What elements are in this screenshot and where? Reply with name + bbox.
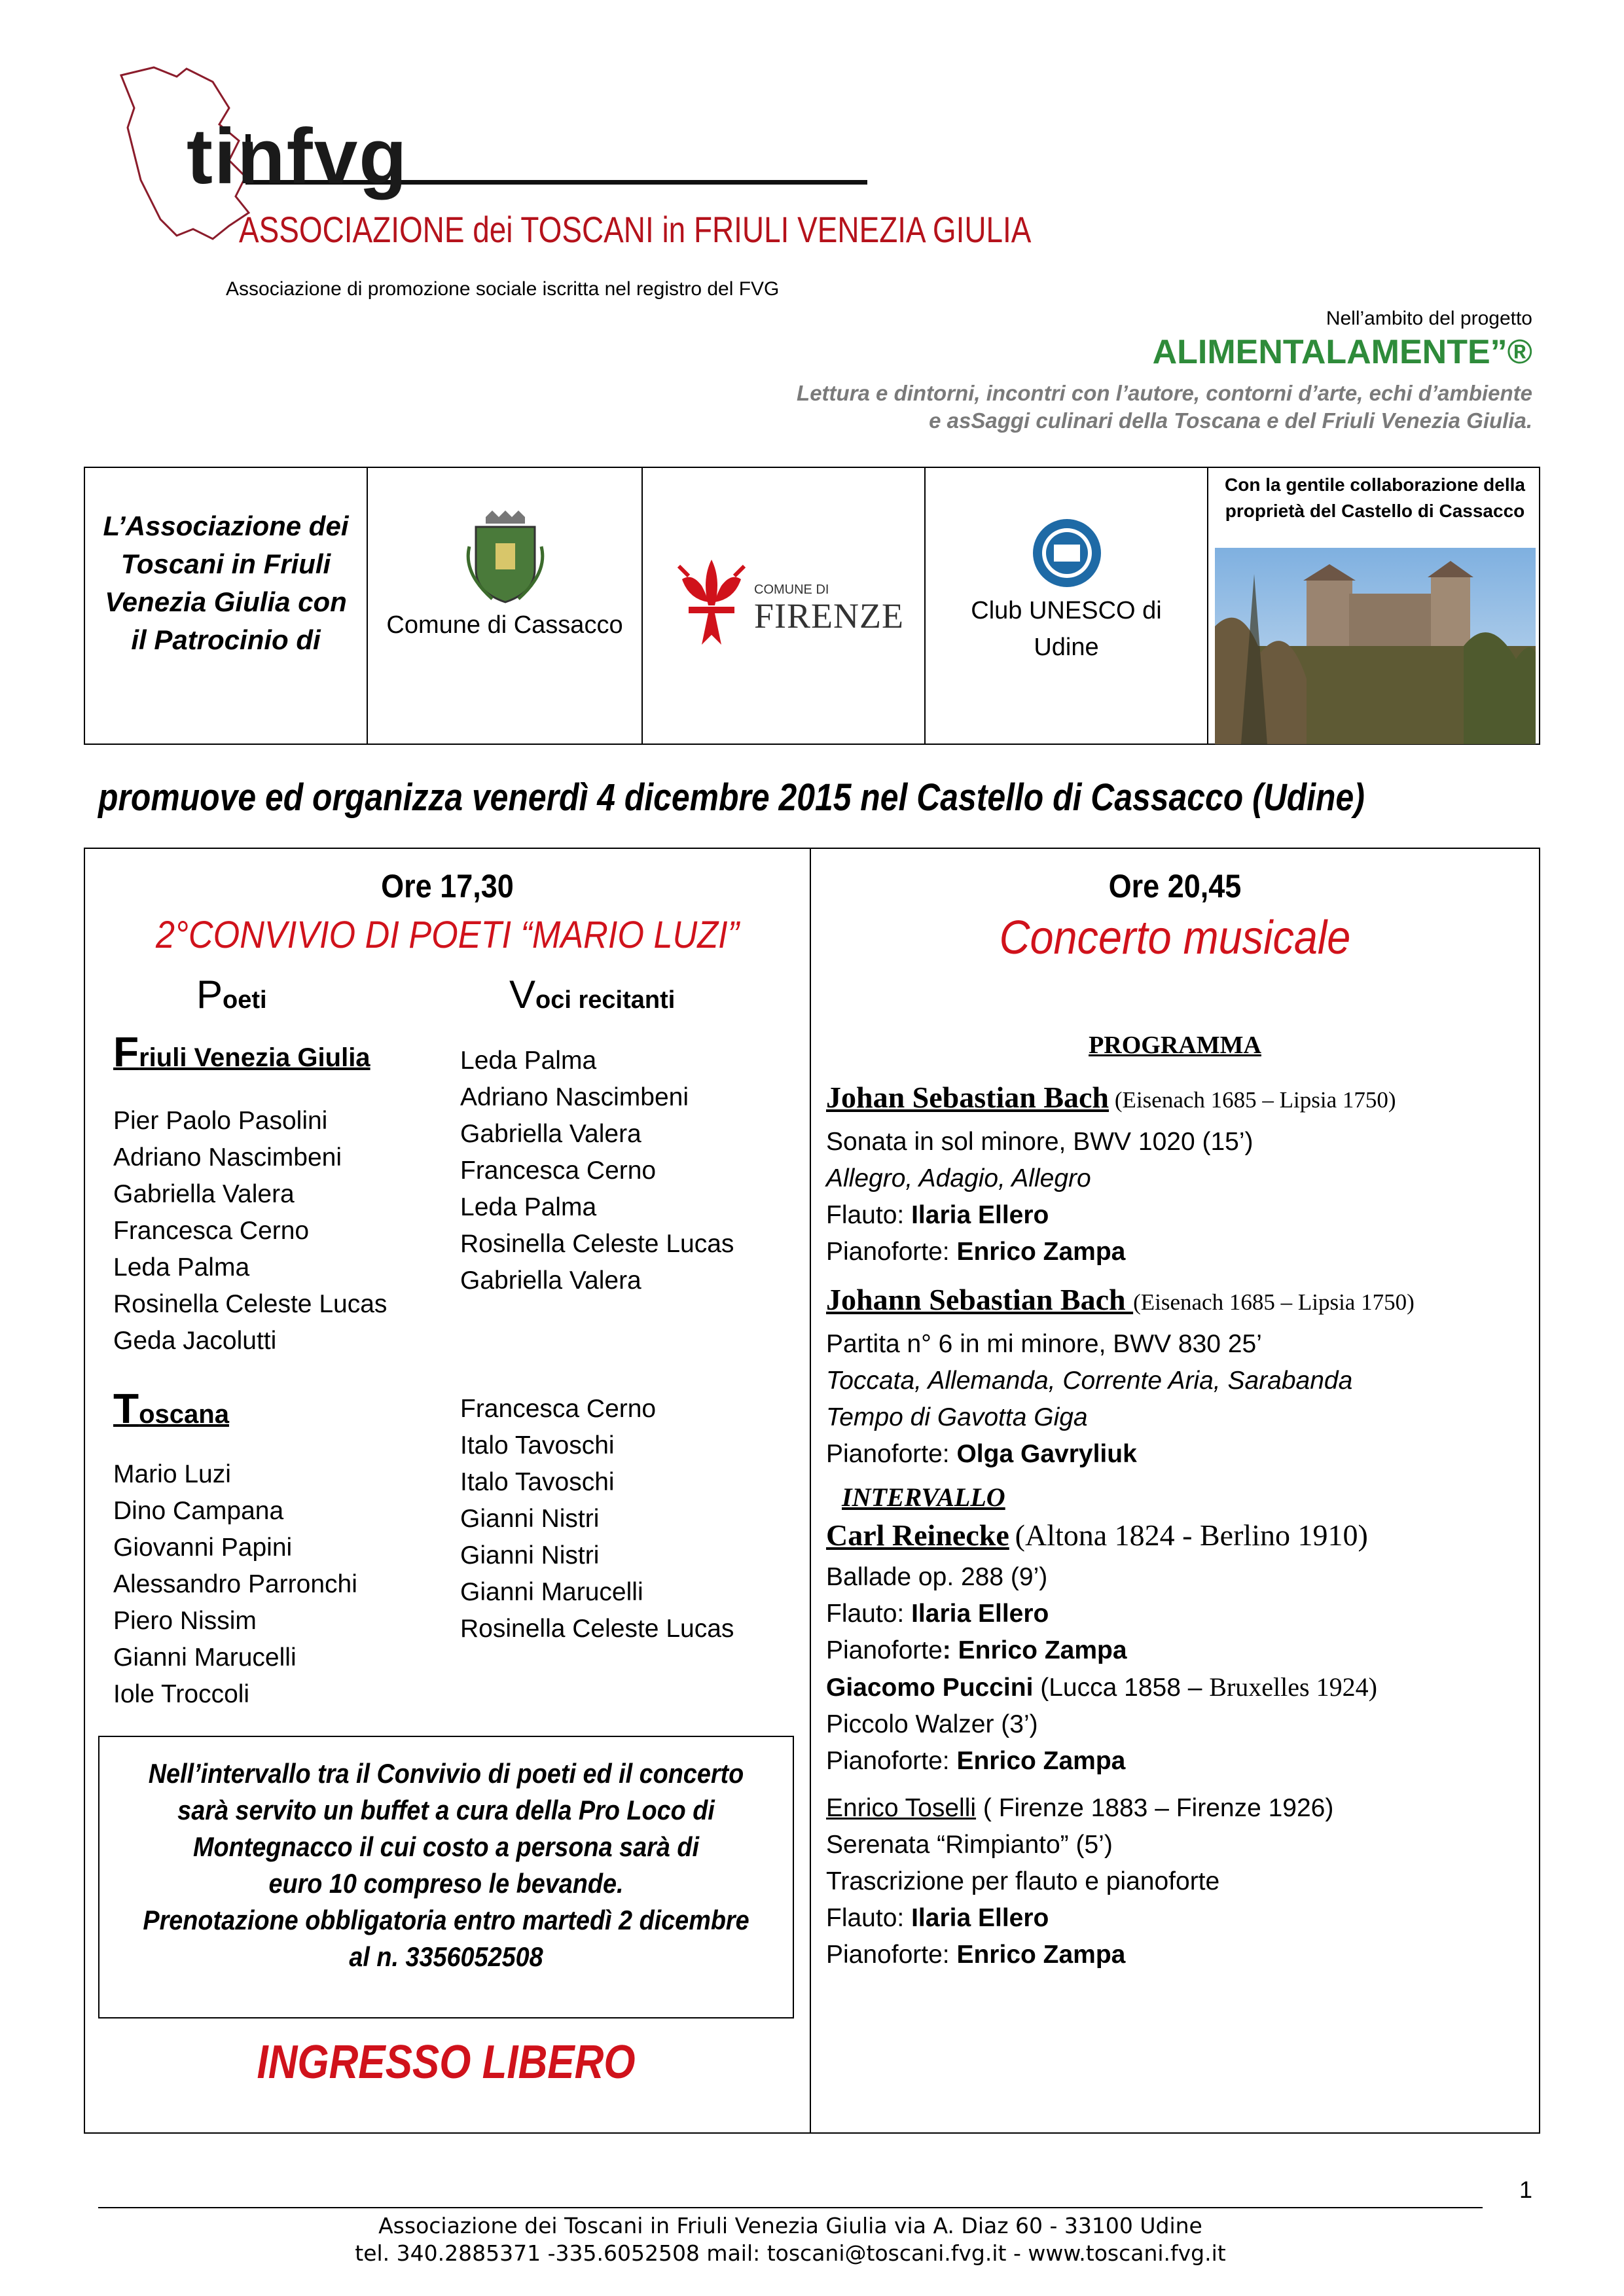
concert-time: Ore 20,45 <box>1108 868 1242 905</box>
list-item: Mario Luzi <box>113 1460 231 1488</box>
list-item: Adriano Nascimbeni <box>113 1143 342 1172</box>
performer-piano: Pianoforte: Enrico Zampa <box>826 1941 1126 1969</box>
footer-contact-line: tel. 340.2885371 -335.6052508 mail: toscani@toscani.fvg.it - www.toscani.fvg.it <box>355 2240 1226 2266</box>
composer-toselli: Enrico Toselli ( Firenze 1883 – Firenze 1926) <box>826 1794 1334 1822</box>
performer-flute: Flauto: Ilaria Ellero <box>826 1600 1049 1628</box>
list-item: Rosinella Celeste Lucas <box>460 1230 734 1258</box>
list-item: Gabriella Valera <box>460 1266 641 1295</box>
unesco-cell <box>926 468 1208 744</box>
list-item: Giovanni Papini <box>113 1534 293 1562</box>
composer-bach-2: Johann Sebastian Bach (Eisenach 1685 – Lipsia 1750) <box>826 1283 1415 1316</box>
performer-flute: Flauto: Ilaria Ellero <box>826 1904 1049 1932</box>
toscana-heading: Toscana <box>113 1385 229 1432</box>
list-item: Gabriella Valera <box>460 1120 641 1148</box>
composer-reinecke: Carl Reinecke (Altona 1824 - Berlino 1910) <box>826 1518 1368 1552</box>
free-entry-banner: INGRESSO LIBERO <box>257 2036 636 2089</box>
cassacco-cell <box>368 468 643 744</box>
list-item: Geda Jacolutti <box>113 1327 277 1355</box>
composer-bach-1: Johan Sebastian Bach (Eisenach 1685 – Lipsia 1750) <box>826 1081 1396 1114</box>
list-item: Iole Troccoli <box>113 1680 250 1708</box>
piece-note: Trascrizione per flauto e pianoforte <box>826 1867 1220 1895</box>
firenze-logo-big: FIRENZE <box>754 596 904 636</box>
list-item: Adriano Nascimbeni <box>460 1083 689 1111</box>
list-item: Leda Palma <box>113 1253 250 1282</box>
piece-movements: Tempo di Gavotta Giga <box>826 1403 1088 1431</box>
project-description: Lettura e dintorni, incontri con l’autore, contorni d’arte, echi d’ambiente e asSaggi culinari della Toscana e del Friuli Venezia Giulia. <box>797 381 1532 433</box>
logo-wordmark: tinfvg <box>187 113 408 200</box>
giglio-fiorentino-icon <box>676 553 748 651</box>
list-item: Dino Campana <box>113 1497 284 1525</box>
patronage-table <box>84 467 1540 745</box>
piece-title: Piccolo Walzer (3’) <box>826 1710 1038 1738</box>
piece-title: Partita n° 6 in mi minore, BWV 830 25’ <box>826 1330 1262 1358</box>
castle-cell <box>1208 468 1542 744</box>
patronage-intro-cell <box>85 468 368 744</box>
concert-program <box>826 1080 1533 1973</box>
list-item: Gabriella Valera <box>113 1180 295 1208</box>
programma-heading: PROGRAMMA <box>1089 1031 1261 1059</box>
unesco-logo-icon <box>1028 517 1106 589</box>
poetry-title: 2°CONVIVIO DI POETI “MARIO LUZI” <box>156 914 739 956</box>
performer-piano: Pianoforte: Olga Gavryliuk <box>826 1440 1137 1468</box>
list-item: Gianni Marucelli <box>460 1578 643 1606</box>
toscana-voices-list <box>460 1391 734 1647</box>
list-item: Gianni Nistri <box>460 1541 600 1570</box>
performer-piano: Pianoforte: Enrico Zampa <box>826 1636 1127 1664</box>
list-item: Italo Tavoschi <box>460 1431 615 1460</box>
fvg-poets-list <box>113 1103 387 1359</box>
list-item: Francesca Cerno <box>460 1395 657 1423</box>
firenze-cell <box>643 468 926 744</box>
project-note: Nell’ambito del progetto <box>1326 308 1532 329</box>
firenze-logo-small: COMUNE DI <box>754 583 829 597</box>
piece-title: Sonata in sol minore, BWV 1020 (15’) <box>826 1128 1254 1156</box>
castle-caption: Con la gentile collaborazione della proprietà del Castello di Cassacco <box>1225 475 1525 521</box>
toscana-poets-list <box>113 1456 357 1713</box>
castle-photo <box>1215 548 1536 744</box>
list-item: Rosinella Celeste Lucas <box>113 1290 388 1318</box>
registry-note: Associazione di promozione sociale iscritta nel registro del FVG <box>226 278 780 300</box>
patronage-intro: L’Associazione dei Toscani in Friuli Venezia Giulia con il Patrocinio di <box>103 511 349 655</box>
piece-movements: Allegro, Adagio, Allegro <box>826 1164 1091 1193</box>
piece-title: Serenata “Rimpianto” (5’) <box>826 1831 1113 1859</box>
composer-puccini: Giacomo Puccini (Lucca 1858 – Bruxelles 1924) <box>826 1672 1377 1702</box>
cassacco-coat-of-arms-icon <box>466 507 545 605</box>
list-item: Francesca Cerno <box>113 1217 310 1245</box>
performer-flute: Flauto: Ilaria Ellero <box>826 1201 1049 1229</box>
fvg-heading: Friuli Venezia Giulia <box>113 1028 370 1075</box>
list-item: Leda Palma <box>460 1193 597 1221</box>
footer-contacts <box>98 2212 1483 2267</box>
list-item: Alessandro Parronchi <box>113 1570 357 1598</box>
footer-divider <box>98 2207 1483 2208</box>
list-item: Italo Tavoschi <box>460 1468 615 1496</box>
list-item: Pier Paolo Pasolini <box>113 1107 328 1135</box>
piece-movements: Toccata, Allemanda, Corrente Aria, Sarabanda <box>826 1367 1353 1395</box>
page-number: 1 <box>1519 2176 1532 2203</box>
performer-piano: Pianoforte: Enrico Zampa <box>826 1747 1126 1775</box>
list-item: Piero Nissim <box>113 1607 257 1635</box>
footer-address: Associazione dei Toscani in Friuli Venezia Giulia via A. Diaz 60 - 33100 Udine <box>378 2213 1202 2238</box>
buffet-notice: Nell’intervallo tra il Convivio di poeti ed il concerto sarà servito un buffet a cura della Pro Loco di Montegnacco il cui costo a persona sarà di euro 10 compreso le bevande. Prenotazione obbligatoria entro martedì 2 dicembre al n. 3356052508 <box>143 1758 749 1972</box>
list-item: Leda Palma <box>460 1047 597 1075</box>
unesco-label: Club UNESCO di Udine <box>971 597 1162 661</box>
project-name: ALIMENTALAMENTE”® <box>1152 333 1532 371</box>
cassacco-label: Comune di Cassacco <box>386 611 623 639</box>
voices-heading: Voci recitanti <box>509 973 676 1016</box>
event-headline: promuove ed organizza venerdì 4 dicembre 2015 nel Castello di Cassacco (Udine) <box>98 776 1365 819</box>
logo-subtitle: ASSOCIAZIONE dei TOSCANI in FRIULI VENEZIA GIULIA <box>239 209 1032 250</box>
poets-heading: Poeti <box>196 973 267 1016</box>
buffet-notice-box <box>98 1736 794 2018</box>
piece-title: Ballade op. 288 (9’) <box>826 1563 1048 1591</box>
fvg-voices-list <box>460 1043 734 1299</box>
concert-title: Concerto musicale <box>999 912 1351 964</box>
list-item: Gianni Nistri <box>460 1505 600 1533</box>
performer-piano: Pianoforte: Enrico Zampa <box>826 1238 1126 1266</box>
poetry-time: Ore 17,30 <box>381 868 514 905</box>
list-item: Gianni Marucelli <box>113 1643 297 1672</box>
intervallo-heading: INTERVALLO <box>842 1482 1005 1512</box>
list-item: Francesca Cerno <box>460 1157 657 1185</box>
list-item: Rosinella Celeste Lucas <box>460 1615 734 1643</box>
